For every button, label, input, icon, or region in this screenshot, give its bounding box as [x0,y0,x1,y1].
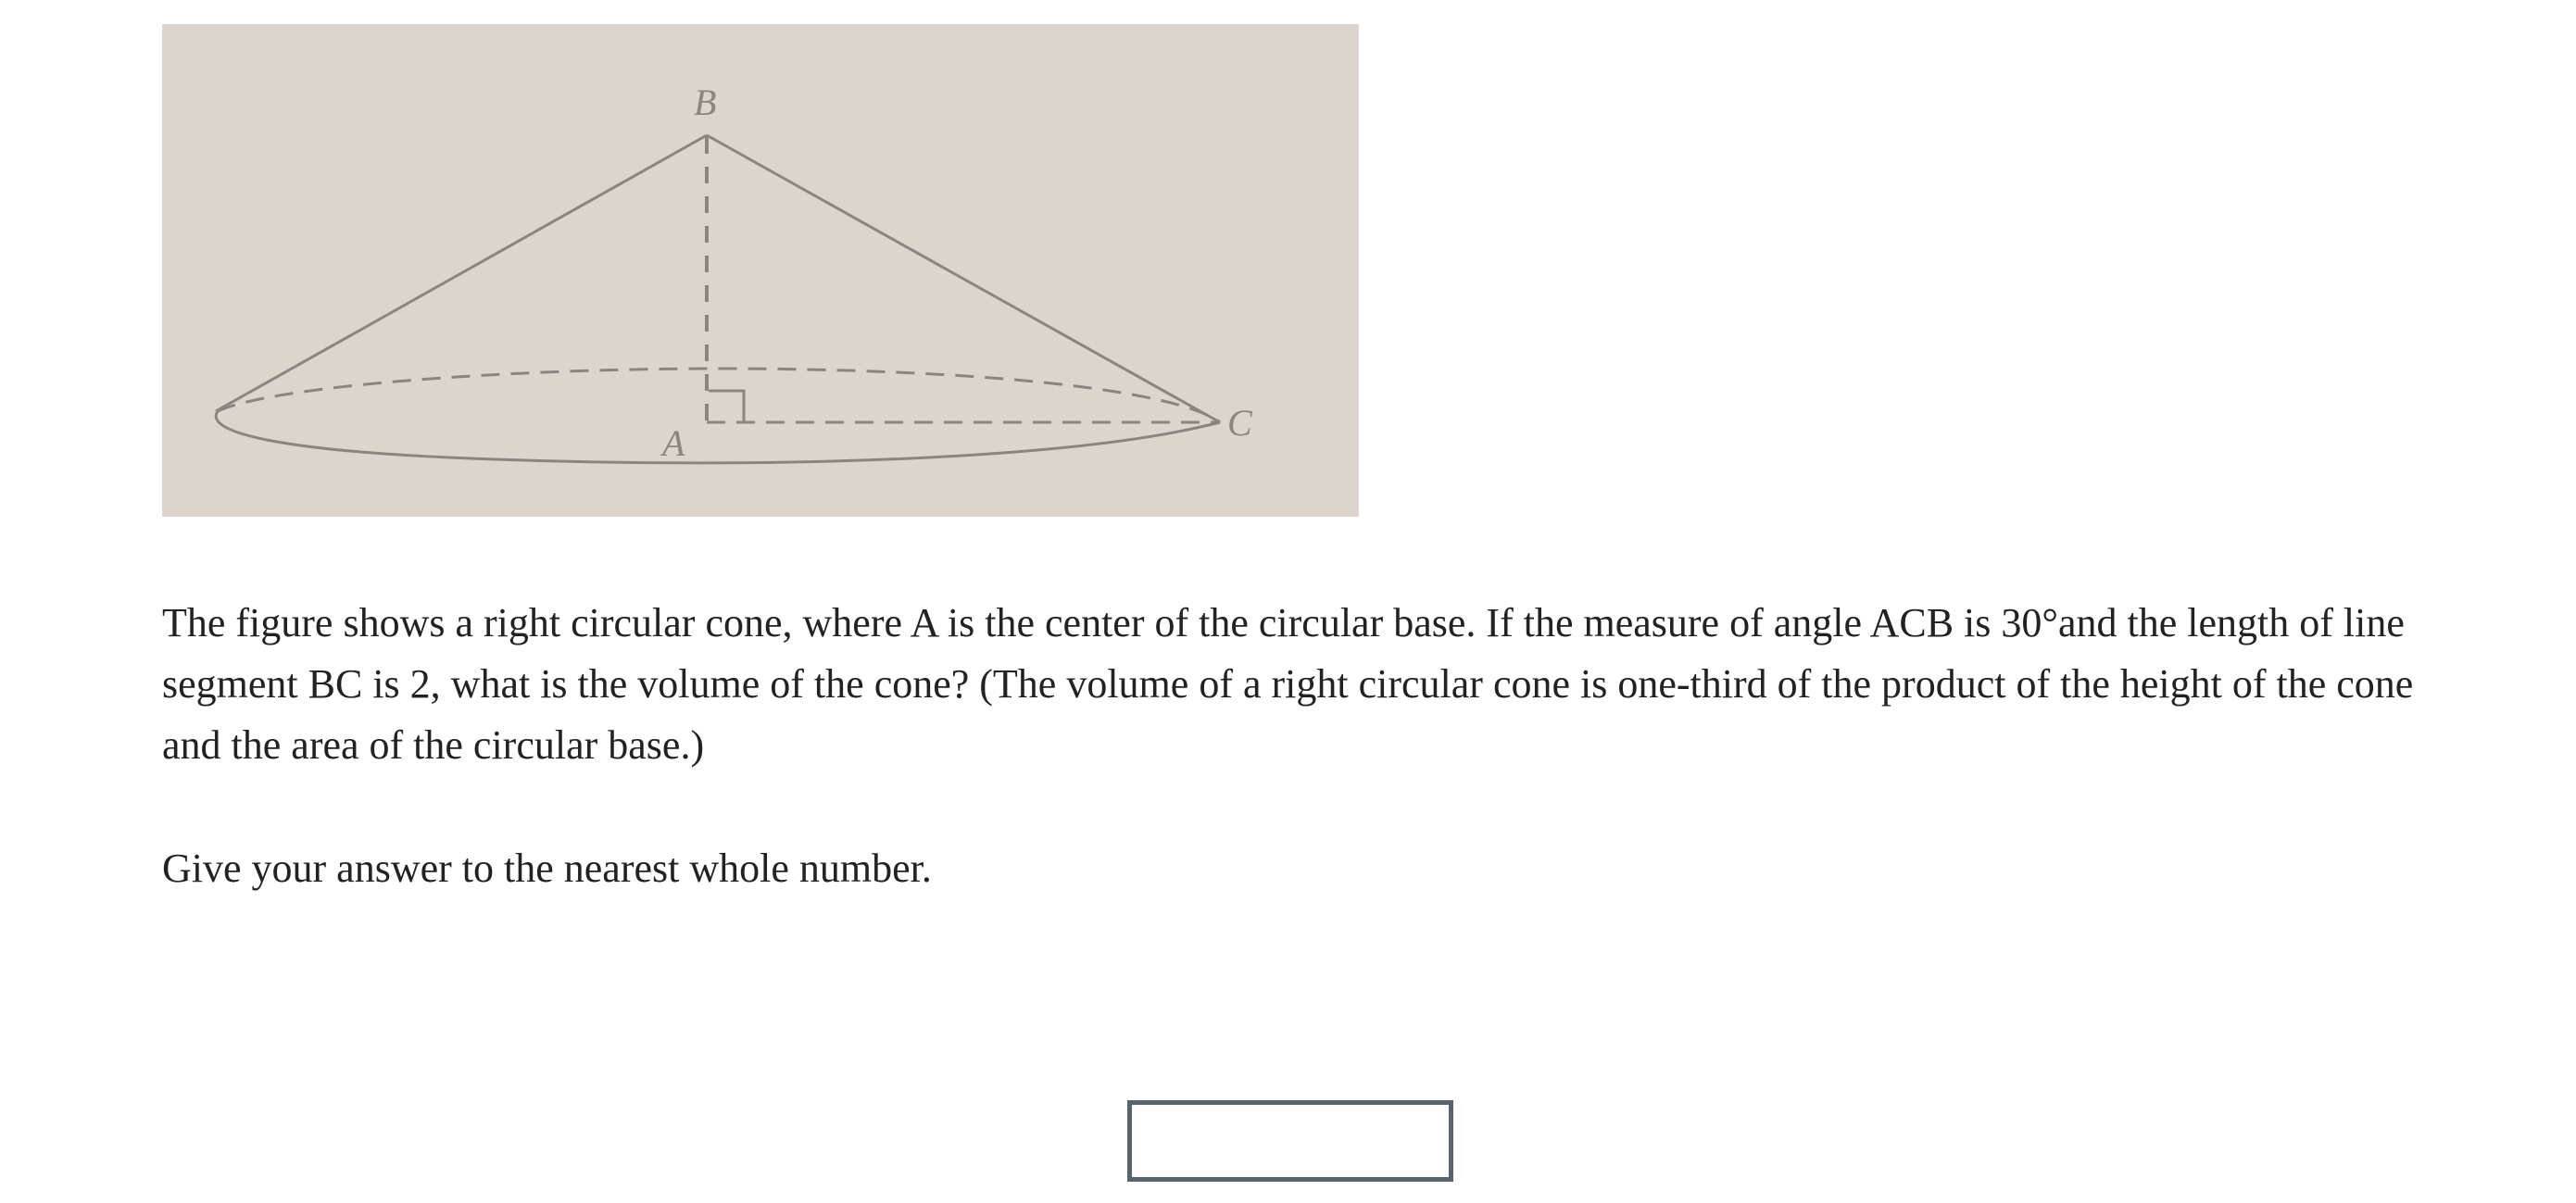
right-angle-marker [709,391,744,422]
question-text: The figure shows a right circular cone, where A is the center of the circular base. If the measure of angle ACB is 30°and the length of line segment BC is 2, what is the volume of the cone? (The volume of a right circular cone is one-third of the product of the height of the cone and the area of the circular base.) [162,600,2414,768]
answer-input[interactable] [1127,1100,1453,1182]
cone-figure [162,24,1359,517]
base-back-arc [218,369,1220,422]
base-front-arc [216,411,1220,463]
cone-diagram [162,24,1359,517]
answer-instruction: Give your answer to the nearest whole number. [162,846,932,891]
vertex-label-c: C [1227,402,1252,444]
slant-right [707,135,1220,422]
vertex-label-a: A [662,422,685,464]
vertex-label-b: B [694,81,717,123]
